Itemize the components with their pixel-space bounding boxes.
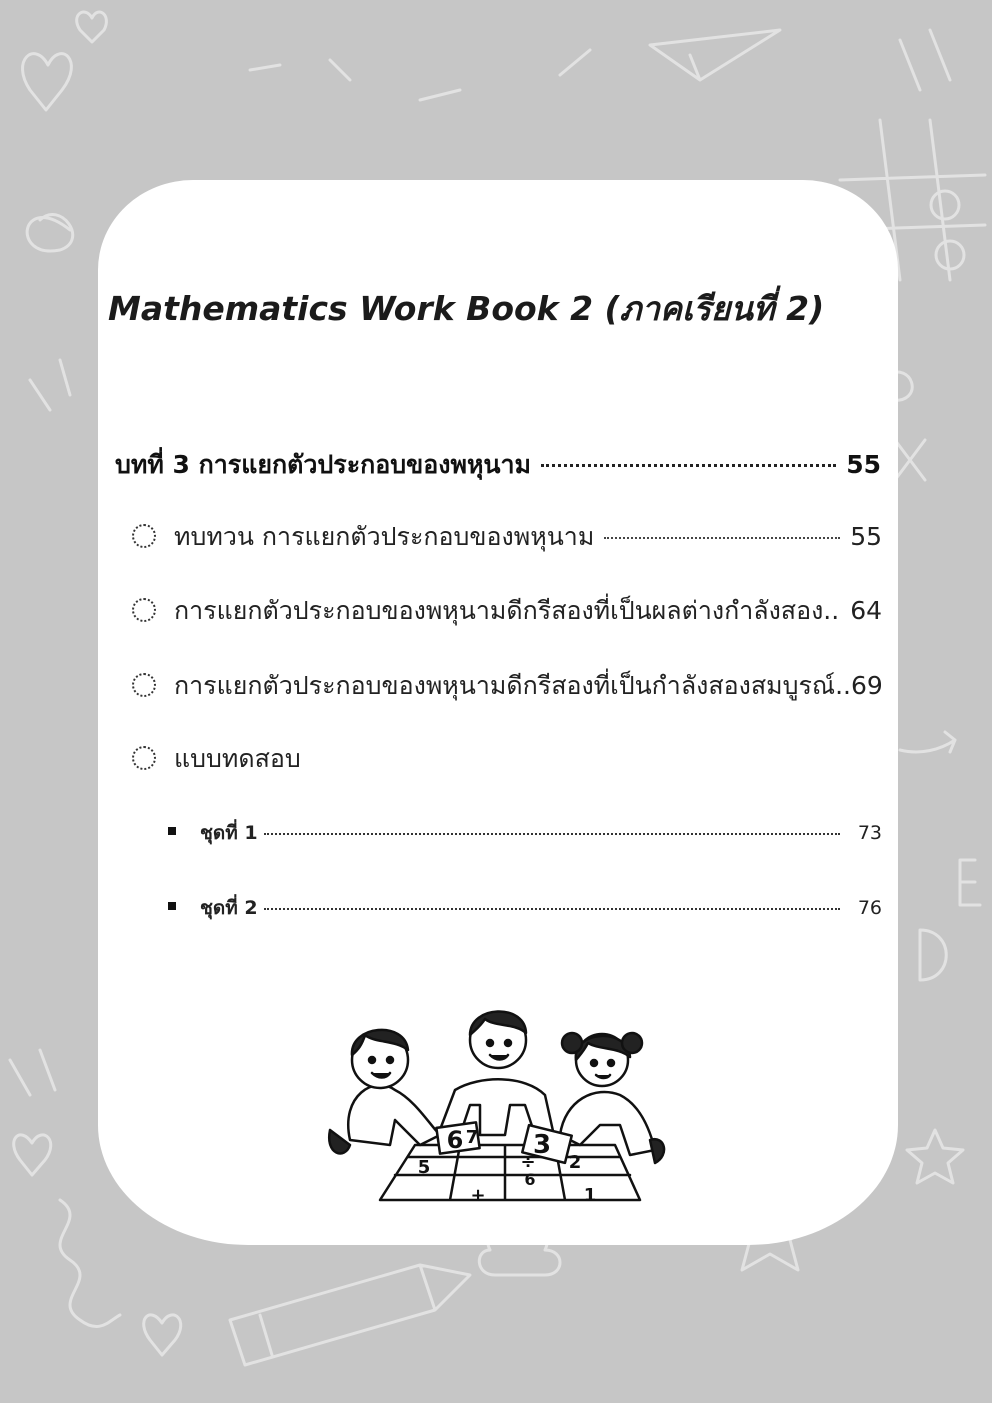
letter-e-doodle <box>960 860 980 905</box>
toc-subitem-label: ชุดที่ 1 <box>200 822 258 844</box>
toc-item-page: 55 <box>850 522 882 551</box>
toc-item-label: การแยกตัวประกอบของพหุนามดีกรีสองที่เป็นผลต่างกำลังสอง.. <box>174 596 840 625</box>
circle-doodle <box>931 191 959 219</box>
star-doodle <box>907 1130 963 1183</box>
grid-number-5: 5 <box>417 1157 431 1178</box>
dot-leader <box>264 908 840 910</box>
toc-subitem-page: 73 <box>857 822 882 844</box>
grid-symbol-divide: ÷ <box>520 1152 536 1173</box>
girl-pigtail-left <box>562 1033 582 1053</box>
heart-doodle <box>14 1135 51 1175</box>
grid-number-6: 6 <box>524 1170 536 1189</box>
grid-number-1: 1 <box>583 1185 597 1206</box>
toc-item-page: 69 <box>850 671 883 700</box>
card-number-6: 6 <box>446 1126 464 1154</box>
letter-d-doodle <box>920 930 946 980</box>
pencil-doodle <box>230 1265 470 1365</box>
dot-leader <box>264 833 840 835</box>
toc-item-label: ทบทวน การแยกตัวประกอบของพหุนาม <box>174 522 595 551</box>
heart-doodle <box>77 12 107 42</box>
toc-subitem-set-2[interactable] <box>168 893 882 927</box>
x-doodle <box>895 440 925 480</box>
toc-item-page: 64 <box>850 596 882 625</box>
dotted-circle-bullet-icon <box>132 524 156 548</box>
toc-subitem-page: 76 <box>857 897 882 919</box>
square-bullet-icon <box>168 902 176 910</box>
toc-item-perfect-square[interactable] <box>132 666 882 706</box>
paper-plane-doodle <box>650 30 780 80</box>
dotted-circle-bullet-icon <box>132 673 156 697</box>
dotted-circle-bullet-icon <box>132 598 156 622</box>
toc-item-test[interactable] <box>132 739 882 779</box>
grid-symbol-plus: + <box>470 1185 486 1206</box>
arrow-doodle <box>900 732 955 752</box>
page-title: Mathematics Work Book 2 (ภาคเรียนที่ 2) <box>108 289 825 328</box>
circle-doodle <box>936 241 964 269</box>
toc-item-review[interactable] <box>132 517 882 557</box>
dash-doodle <box>250 30 950 100</box>
heart-doodle <box>23 54 72 110</box>
toc-item-difference-of-squares[interactable] <box>132 591 882 631</box>
girl-pigtail-right <box>622 1033 642 1053</box>
dotted-circle-bullet-icon <box>132 746 156 770</box>
heart-doodle <box>144 1315 181 1355</box>
kids-playing-math-illustration <box>320 1005 670 1215</box>
boy-left-body <box>348 1085 440 1145</box>
card-number-3: 3 <box>532 1130 552 1160</box>
dash-doodle <box>10 360 70 1095</box>
toc-chapter-label: บทที่ 3 การแยกตัวประกอบของพหุนาม <box>115 450 532 479</box>
dot-leader <box>604 537 840 539</box>
toc-chapter[interactable] <box>115 445 881 485</box>
toc-chapter-page: 55 <box>846 450 881 479</box>
dot-leader <box>541 464 836 467</box>
swirl-doodle <box>27 214 73 251</box>
girl-right-shoe <box>650 1139 664 1163</box>
grid-number-2: 2 <box>568 1152 582 1173</box>
toc-subitem-set-1[interactable] <box>168 818 882 852</box>
toc-item-label: แบบทดสอบ <box>174 744 301 773</box>
card-number-7: 7 <box>465 1127 479 1148</box>
toc-item-label: การแยกตัวประกอบของพหุนามดีกรีสองที่เป็นกำลังสองสมบูรณ์.. <box>174 671 851 700</box>
boy-left-shoe <box>329 1130 350 1153</box>
toc-subitem-label: ชุดที่ 2 <box>200 897 258 919</box>
wave-doodle <box>60 1200 120 1326</box>
square-bullet-icon <box>168 827 176 835</box>
